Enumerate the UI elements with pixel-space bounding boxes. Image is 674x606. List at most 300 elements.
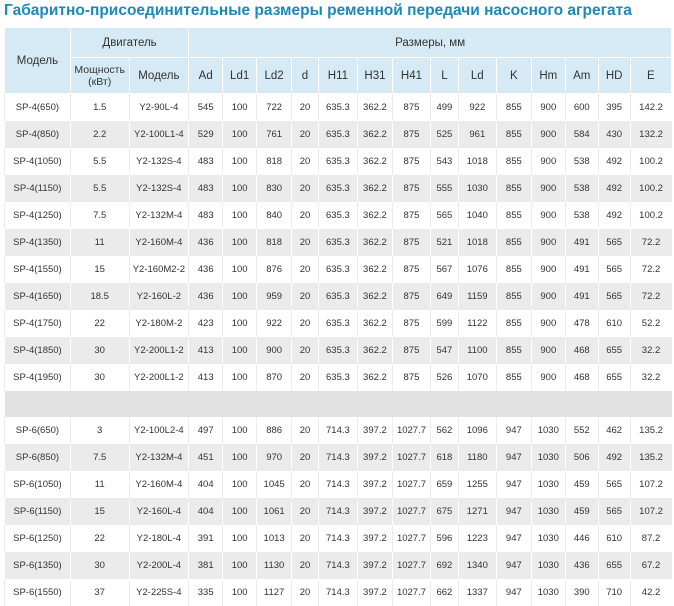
table-cell: 875 [392, 337, 430, 364]
table-cell: SP-6(1150) [5, 498, 71, 525]
table-cell: 100 [223, 498, 257, 525]
table-cell: 922 [458, 94, 496, 122]
table-cell: Y2-160L-2 [129, 283, 189, 310]
dim-header: H41 [392, 58, 430, 94]
table-cell: 20 [292, 229, 319, 256]
table-cell: 5.5 [70, 175, 129, 202]
table-cell: 436 [189, 229, 223, 256]
table-cell: 655 [598, 552, 630, 579]
table-cell: 413 [189, 337, 223, 364]
table-cell: 635.3 [318, 94, 357, 122]
table-cell: 100 [223, 229, 257, 256]
table-cell: Y2-132M-4 [129, 202, 189, 229]
table-cell: 565 [598, 498, 630, 525]
dim-header: Ld2 [257, 58, 292, 94]
table-cell: 635.3 [318, 256, 357, 283]
dim-header: K [496, 58, 531, 94]
table-cell: 18.5 [70, 283, 129, 310]
table-cell: 538 [565, 148, 598, 175]
table-cell: 659 [431, 471, 459, 498]
table-cell: 100 [223, 175, 257, 202]
table-cell: 635.3 [318, 310, 357, 337]
table-cell: 100 [223, 121, 257, 148]
table-cell: 1096 [458, 417, 496, 444]
table-cell: 855 [496, 202, 531, 229]
table-cell: 900 [531, 256, 565, 283]
table-cell: 100 [223, 202, 257, 229]
table-cell: Y2-90L-4 [129, 94, 189, 122]
table-cell: 491 [565, 229, 598, 256]
table-cell: 886 [257, 417, 292, 444]
table-cell: 714.3 [318, 579, 357, 606]
table-cell: 655 [598, 364, 630, 391]
dim-header: Ad [189, 58, 223, 94]
table-cell: SP-4(1850) [5, 337, 71, 364]
table-cell: 491 [565, 256, 598, 283]
table-cell: SP-6(650) [5, 417, 71, 444]
table-cell: 100 [223, 148, 257, 175]
table-row [5, 310, 672, 337]
table-row [5, 417, 672, 444]
table-cell: 506 [565, 444, 598, 471]
table-cell: SP-6(1250) [5, 525, 71, 552]
table-cell: 1127 [257, 579, 292, 606]
table-cell: 610 [598, 310, 630, 337]
table-cell: 596 [431, 525, 459, 552]
table-cell: 1027.7 [392, 498, 430, 525]
table-cell: 362.2 [357, 229, 392, 256]
table-cell: 335 [189, 579, 223, 606]
table-cell: 565 [598, 471, 630, 498]
table-body [5, 94, 672, 606]
table-cell: 1337 [458, 579, 496, 606]
table-cell: 11 [70, 229, 129, 256]
table-cell: 15 [70, 498, 129, 525]
table-cell: 492 [598, 175, 630, 202]
table-cell: 1040 [458, 202, 496, 229]
table-cell: 468 [565, 337, 598, 364]
table-cell: 565 [598, 229, 630, 256]
table-cell: 7.5 [70, 444, 129, 471]
table-cell: 362.2 [357, 337, 392, 364]
table-cell: 900 [531, 283, 565, 310]
table-cell: 655 [598, 337, 630, 364]
table-cell: 397.2 [357, 471, 392, 498]
table-cell: SP-4(1950) [5, 364, 71, 391]
table-cell: 100.2 [630, 175, 671, 202]
table-cell: 947 [496, 498, 531, 525]
table-cell: 875 [392, 256, 430, 283]
table-cell: Y2-132S-4 [129, 175, 189, 202]
table-cell: 947 [496, 579, 531, 606]
table-cell: 20 [292, 364, 319, 391]
dimensions-header: Размеры, мм [189, 28, 672, 58]
table-cell: 1340 [458, 552, 496, 579]
table-cell: 397.2 [357, 498, 392, 525]
table-cell: 714.3 [318, 417, 357, 444]
table-cell: 15 [70, 256, 129, 283]
table-cell: 30 [70, 364, 129, 391]
table-cell: 1061 [257, 498, 292, 525]
table-cell: 552 [565, 417, 598, 444]
table-cell: SP-6(1050) [5, 471, 71, 498]
table-cell: 900 [531, 94, 565, 122]
table-cell: 538 [565, 202, 598, 229]
table-cell: 875 [392, 283, 430, 310]
table-cell: 100 [223, 94, 257, 122]
table-cell: 1130 [257, 552, 292, 579]
table-cell: 381 [189, 552, 223, 579]
table-cell: 362.2 [357, 175, 392, 202]
table-cell: 3 [70, 417, 129, 444]
table-cell: SP-4(1050) [5, 148, 71, 175]
table-cell: 362.2 [357, 310, 392, 337]
table-cell: Y2-160M-4 [129, 229, 189, 256]
table-cell: 529 [189, 121, 223, 148]
table-cell: 555 [431, 175, 459, 202]
table-cell: 855 [496, 175, 531, 202]
table-cell: 100.2 [630, 202, 671, 229]
table-cell: 818 [257, 229, 292, 256]
table-cell: 1122 [458, 310, 496, 337]
table-cell: 1271 [458, 498, 496, 525]
table-cell: 1018 [458, 148, 496, 175]
table-cell: 459 [565, 498, 598, 525]
table-cell: 492 [598, 148, 630, 175]
table-cell: 526 [431, 364, 459, 391]
table-cell: 875 [392, 175, 430, 202]
table-cell: 497 [189, 417, 223, 444]
table-cell: SP-4(650) [5, 94, 71, 122]
table-cell: 362.2 [357, 94, 392, 122]
table-cell: 446 [565, 525, 598, 552]
table-row [5, 94, 672, 122]
table-cell: 459 [565, 471, 598, 498]
table-cell: 135.2 [630, 417, 671, 444]
table-row [5, 202, 672, 229]
table-cell: 855 [496, 229, 531, 256]
table-cell: 662 [431, 579, 459, 606]
table-cell: 22 [70, 525, 129, 552]
table-cell: 32.2 [630, 364, 671, 391]
table-cell: 635.3 [318, 283, 357, 310]
table-cell: Y2-160L-4 [129, 498, 189, 525]
dim-header: L [431, 58, 459, 94]
table-row [5, 552, 672, 579]
table-cell: 714.3 [318, 471, 357, 498]
table-cell: 430 [598, 121, 630, 148]
table-cell: 714.3 [318, 552, 357, 579]
table-cell: 947 [496, 471, 531, 498]
table-cell: 649 [431, 283, 459, 310]
table-cell: 900 [531, 148, 565, 175]
table-cell: 565 [598, 283, 630, 310]
table-cell: SP-6(850) [5, 444, 71, 471]
table-cell: 404 [189, 498, 223, 525]
table-cell: 1030 [531, 444, 565, 471]
table-cell: 565 [598, 256, 630, 283]
table-cell: 1013 [257, 525, 292, 552]
table-cell: 900 [531, 364, 565, 391]
table-cell: 397.2 [357, 417, 392, 444]
table-cell: 1223 [458, 525, 496, 552]
table-cell: 413 [189, 364, 223, 391]
table-cell: 855 [496, 94, 531, 122]
table-cell: 855 [496, 256, 531, 283]
table-cell: 20 [292, 175, 319, 202]
table-cell: 635.3 [318, 202, 357, 229]
table-cell: 1045 [257, 471, 292, 498]
table-cell: 462 [598, 417, 630, 444]
table-cell: 900 [257, 337, 292, 364]
table-cell: 618 [431, 444, 459, 471]
table-row [5, 148, 672, 175]
table-cell: Y2-100L2-4 [129, 417, 189, 444]
engine-header: Двигатель [70, 28, 188, 58]
table-cell: 397.2 [357, 444, 392, 471]
table-cell: 1070 [458, 364, 496, 391]
table-cell: Y2-132M-4 [129, 444, 189, 471]
table-cell: SP-4(1650) [5, 283, 71, 310]
table-cell: Y2-200L-4 [129, 552, 189, 579]
table-cell: 1027.7 [392, 417, 430, 444]
table-cell: 52.2 [630, 310, 671, 337]
table-cell: 875 [392, 202, 430, 229]
table-cell: 20 [292, 202, 319, 229]
dim-header: Hm [531, 58, 565, 94]
table-cell: 1180 [458, 444, 496, 471]
table-cell: 818 [257, 148, 292, 175]
table-cell: 100 [223, 417, 257, 444]
table-cell: Y2-200L1-2 [129, 364, 189, 391]
table-cell: 900 [531, 310, 565, 337]
table-cell: 565 [431, 202, 459, 229]
table-cell: 107.2 [630, 498, 671, 525]
table-cell: 404 [189, 471, 223, 498]
table-cell: Y2-200L1-2 [129, 337, 189, 364]
dim-header: E [630, 58, 671, 94]
model-header: Модель [5, 28, 71, 94]
table-cell: 521 [431, 229, 459, 256]
table-cell: 100 [223, 337, 257, 364]
table-cell: 635.3 [318, 121, 357, 148]
table-row [5, 283, 672, 310]
table-cell: 900 [531, 175, 565, 202]
table-cell: Y2-225S-4 [129, 579, 189, 606]
dim-header: d [292, 58, 319, 94]
table-cell: 362.2 [357, 283, 392, 310]
table-cell: 42.2 [630, 579, 671, 606]
table-cell: 483 [189, 148, 223, 175]
table-cell: 483 [189, 175, 223, 202]
table-cell: 947 [496, 444, 531, 471]
table-cell: 855 [496, 283, 531, 310]
table-cell: 714.3 [318, 525, 357, 552]
table-cell: Y2-160M2-2 [129, 256, 189, 283]
table-cell: 840 [257, 202, 292, 229]
table-cell: 959 [257, 283, 292, 310]
table-cell: SP-4(1550) [5, 256, 71, 283]
table-cell: SP-4(1250) [5, 202, 71, 229]
dim-header: H31 [357, 58, 392, 94]
table-cell: 5.5 [70, 148, 129, 175]
table-cell: 100 [223, 579, 257, 606]
table-cell: 876 [257, 256, 292, 283]
table-row [5, 364, 672, 391]
table-cell: 100 [223, 525, 257, 552]
table-cell: 855 [496, 310, 531, 337]
table-cell: 491 [565, 283, 598, 310]
dim-header: Ld1 [223, 58, 257, 94]
table-cell: 483 [189, 202, 223, 229]
table-cell: 20 [292, 471, 319, 498]
dim-header: HD [598, 58, 630, 94]
table-cell: Y2-160M-4 [129, 471, 189, 498]
table-cell: 20 [292, 94, 319, 122]
table-cell: 1076 [458, 256, 496, 283]
table-cell: 722 [257, 94, 292, 122]
table-cell: 72.2 [630, 256, 671, 283]
table-cell: 900 [531, 202, 565, 229]
table-cell: 610 [598, 525, 630, 552]
table-cell: 423 [189, 310, 223, 337]
table-cell: 20 [292, 525, 319, 552]
table-cell: 100 [223, 310, 257, 337]
table-row [5, 121, 672, 148]
table-cell: 1100 [458, 337, 496, 364]
table-cell: 900 [531, 229, 565, 256]
table-cell: 397.2 [357, 579, 392, 606]
table-cell: 900 [531, 121, 565, 148]
table-cell: 761 [257, 121, 292, 148]
table-cell: 142.2 [630, 94, 671, 122]
table-cell: 100 [223, 471, 257, 498]
table-cell: 20 [292, 417, 319, 444]
table-cell: 900 [531, 337, 565, 364]
table-cell: 20 [292, 337, 319, 364]
table-cell: 390 [565, 579, 598, 606]
table-row [5, 256, 672, 283]
table-row [5, 471, 672, 498]
table-cell: 7.5 [70, 202, 129, 229]
table-cell: 391 [189, 525, 223, 552]
table-cell: 635.3 [318, 364, 357, 391]
table-cell: 100 [223, 283, 257, 310]
table-cell: 875 [392, 148, 430, 175]
table-cell: 397.2 [357, 525, 392, 552]
table-row [5, 498, 672, 525]
table-cell: 875 [392, 121, 430, 148]
table-row [5, 229, 672, 256]
table-cell: 875 [392, 94, 430, 122]
table-cell: Y2-180M-2 [129, 310, 189, 337]
table-cell: 436 [565, 552, 598, 579]
table-cell: 1030 [531, 579, 565, 606]
page-title: Габаритно-присоединительные размеры ременной передачи насосного агрегата [4, 0, 674, 22]
power-header: Мощность (кВт) [70, 58, 129, 94]
table-cell: 538 [565, 175, 598, 202]
table-cell: 1159 [458, 283, 496, 310]
table-cell: Y2-132S-4 [129, 148, 189, 175]
table-row [5, 525, 672, 552]
table-cell: 20 [292, 579, 319, 606]
table-cell: 20 [292, 283, 319, 310]
table-cell: 1255 [458, 471, 496, 498]
table-cell: Y2-180L-4 [129, 525, 189, 552]
table-row [5, 444, 672, 471]
table-cell: 72.2 [630, 229, 671, 256]
table-cell: 710 [598, 579, 630, 606]
table-cell: 584 [565, 121, 598, 148]
table-cell: 492 [598, 202, 630, 229]
table-cell: 525 [431, 121, 459, 148]
table-cell: 1030 [458, 175, 496, 202]
table-cell: 855 [496, 364, 531, 391]
table-cell: 855 [496, 121, 531, 148]
table-cell: SP-4(850) [5, 121, 71, 148]
table-cell: 545 [189, 94, 223, 122]
table-cell: 100 [223, 364, 257, 391]
table-cell: 100.2 [630, 148, 671, 175]
table-cell: 1030 [531, 552, 565, 579]
table-cell: 362.2 [357, 256, 392, 283]
table-cell: 107.2 [630, 471, 671, 498]
table-cell: 499 [431, 94, 459, 122]
table-cell: 492 [598, 444, 630, 471]
table-cell: 436 [189, 283, 223, 310]
table-cell: 87.2 [630, 525, 671, 552]
table-cell: 32.2 [630, 337, 671, 364]
table-cell: 100 [223, 256, 257, 283]
table-row [5, 175, 672, 202]
table-cell: 714.3 [318, 498, 357, 525]
table-cell: SP-6(1350) [5, 552, 71, 579]
table-cell: 11 [70, 471, 129, 498]
table-cell: SP-4(1350) [5, 229, 71, 256]
table-cell: 961 [458, 121, 496, 148]
table-cell: 22 [70, 310, 129, 337]
table-cell: 20 [292, 148, 319, 175]
table-cell: 37 [70, 579, 129, 606]
table-cell: 635.3 [318, 175, 357, 202]
table-cell: 562 [431, 417, 459, 444]
table-cell: 362.2 [357, 148, 392, 175]
table-cell: 67.2 [630, 552, 671, 579]
table-cell: 635.3 [318, 337, 357, 364]
table-cell: 855 [496, 148, 531, 175]
table-cell: 20 [292, 444, 319, 471]
table-cell: 478 [565, 310, 598, 337]
table-cell: SP-6(1550) [5, 579, 71, 606]
table-cell: 830 [257, 175, 292, 202]
table-cell: 397.2 [357, 552, 392, 579]
table-cell: 468 [565, 364, 598, 391]
table-cell: 922 [257, 310, 292, 337]
table-cell: 1027.7 [392, 552, 430, 579]
table-cell: 635.3 [318, 148, 357, 175]
table-cell: 714.3 [318, 444, 357, 471]
table-cell: 1027.7 [392, 525, 430, 552]
table-cell: 1.5 [70, 94, 129, 122]
table-cell: 72.2 [630, 283, 671, 310]
table-cell: 567 [431, 256, 459, 283]
table-cell: 635.3 [318, 229, 357, 256]
table-cell: 675 [431, 498, 459, 525]
table-cell: 451 [189, 444, 223, 471]
table-cell: 692 [431, 552, 459, 579]
table-cell: SP-4(1150) [5, 175, 71, 202]
table-cell: 1027.7 [392, 579, 430, 606]
